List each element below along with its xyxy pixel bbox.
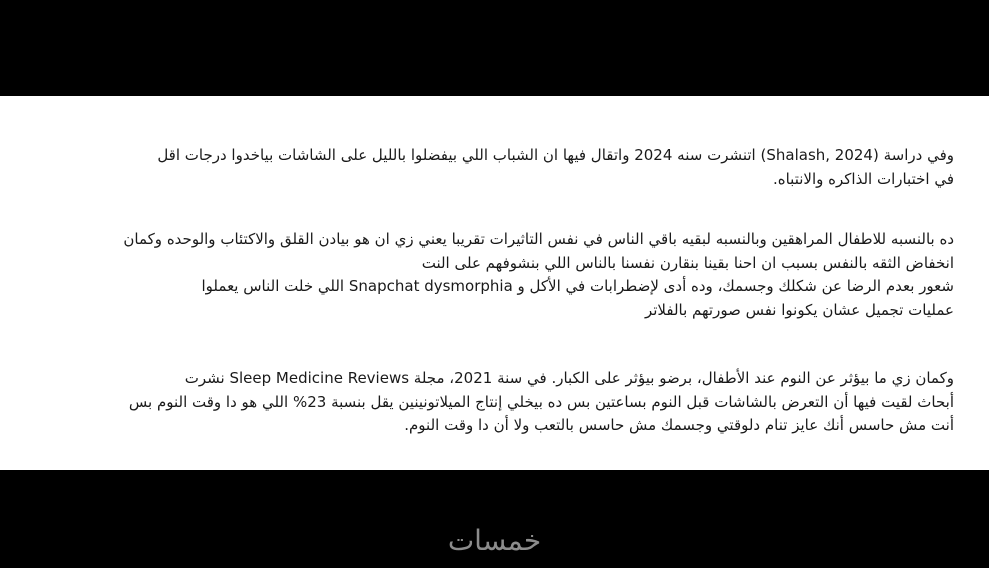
paragraph-3 <box>40 367 954 438</box>
paragraph-line: ده بالنسبه للاطفال المراهقين وبالنسبه لبقيه باقي الناس في نفس التاثيرات تقريبا يعني زي ان هو بيادن القلق والاكتئاب والوحده وكمان <box>123 230 954 248</box>
paragraph-2 <box>40 228 954 322</box>
paragraph-line: أبحاث لقيت فيها أن التعرض بالشاشات قبل النوم بساعتين بس ده بيخلي إنتاج الميلاتونينين يقل بنسبة 23% اللي هو دا وقت النوم بس <box>128 392 954 411</box>
paragraph-line: أنت مش حاسس أنك عايز تنام دلوقتي وجسمك مش حاسس بالتعب ولا أن دا وقت النوم. <box>404 416 954 434</box>
paragraph-line: انخفاض الثقه بالنفس بسبب ان احنا بقينا بنقارن نفسنا بالناس اللي بنشوفهم على النت <box>421 253 954 272</box>
paragraph-line: وفي دراسة (Shalash, 2024) اتنشرت سنه 2024 واتقال فيها ان الشباب اللي بيفضلوا بالليل على الشاشات بياخدوا درجات اقل <box>157 146 954 164</box>
top-black-bar <box>0 0 989 96</box>
document-page <box>0 96 989 470</box>
paragraph-line: في اختبارات الذاكره والانتباه. <box>772 169 954 188</box>
paragraph-line: عمليات تجميل عشان يكونوا نفس صورتهم بالفلاتر <box>644 300 954 319</box>
paragraph-line: وكمان زي ما بيؤثر عن النوم عند الأطفال، برضو بيؤثر على الكبار. في سنة 2021، مجلة Sleep Medicine Reviews نشرت <box>184 369 954 387</box>
paragraph-1 <box>40 144 954 191</box>
paragraph-line: شعور بعدم الرضا عن شكلك وجسمك، وده أدى لإضطرابات في الأكل و Snapchat dysmorphia اللي خلت الناس يعملوا <box>201 277 954 295</box>
khamsat-watermark: خمسات <box>447 524 542 557</box>
